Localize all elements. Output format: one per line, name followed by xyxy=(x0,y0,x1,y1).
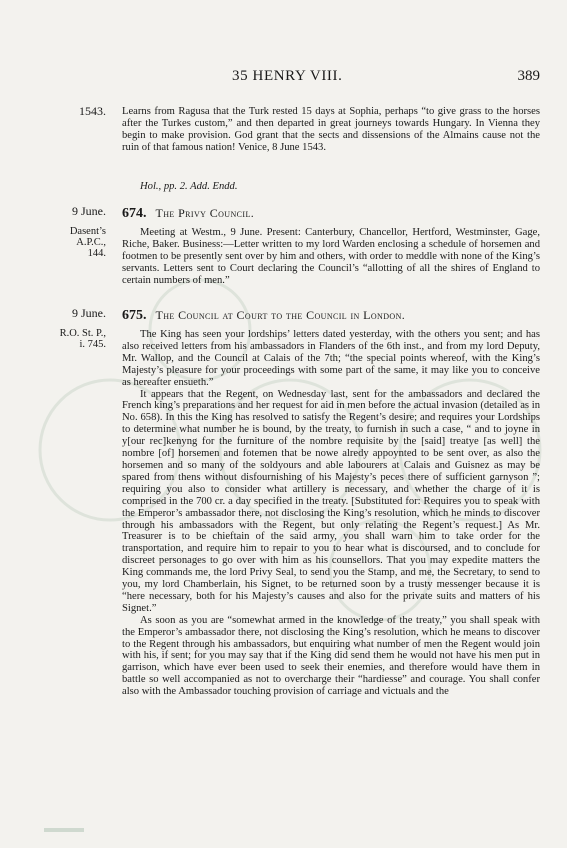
entry-675-number: 675. xyxy=(122,308,147,323)
entry-675-paragraph-2: It appears that the Regent, on Wednesday last, sent for the ambassadors and declared the French king’s preparations and her request for aid in men before the actual invasion (detailed as in No. 658). In this the King has resolved to satisfy the Regent’s desire; and requires your Lordships to determine what number he is bound, by the treaty, to furnish in such a case, “ and to joyne in y[our rec]kenyng for the furniture of the nombre requisite by the [said] treatye [as well] the nombre [of] horsemen and fotemen that be nowe alredy appoynted to be sent over, as also the horsemen and so many of the soldyours and able labourers at Calais and Guisnez as may be spared from thens without disfournishing of his Majesty’s peces there of sufficient garnyson ”; requiring you also to consider what artillery is necessary, and whether the charge of it is comprised in the 700 cr. a day specified in the treaty. [Substituted for: Requires you to speak with the Emperor’s ambassador there, not disclosing the King’s resolution, which he minds to discover through his ambassadors with the Regent, but only relating the Regent’s request.] As Mr. Treasurer is to be chieftain of the said army, you shall warn him to take order for the transportation, and require him to repair to you to hear what is discoursed, and to conclude for discreet personages to go over with him as his counsellors. That you may expedite matters the King commands me, the lord Privy Seal, to send you the Stamp, and me, the Secretary, to send to you, my lord Chamberlain, his Signet, to be returned soon by a trusty messenger because it is “here necessary, both for his Majesty’s causes and also for the private suits and matters of his Signet.” xyxy=(122,388,540,614)
letter-endnote: Hol., pp. 2. Add. Endd. xyxy=(140,181,238,192)
entry-675-paragraph-3: As soon as you are “somewhat armed in the knowledge of the treaty,” you shall speak with the Emperor’s ambassador there, not disclosing the King’s resolution, which he means to discover to the Regent through his ambassadors, but enquiring what number of men the Regent would join with his, if sent; for you may say that if the King did send them he would not have his men put in garrison, which have ever been used to seek their enemies, and therefore would have them in battle so well accompanied as not to overcharge their “hardiesse” and courage. You shall confer also with the Ambassador touching provision of carriage and victuals and the xyxy=(122,614,540,698)
entry-675-title: The Council at Court to the Council in London. xyxy=(155,308,406,322)
entry-674-title: The Privy Council. xyxy=(155,206,255,220)
entry-675-paragraph-1: The King has seen your lordships’ letters dated yesterday, with the others you sent; and has also received letters from his ambassadors in Flanders of the 6th inst., and from my lord Deputy, Mr. Wallop, and the Council at Calais of the 7th; “the special points whereof, with the King’s Majesty’s pleasure for your proceedings with some part of the same, it may like you to conceive as hereafter ensueth.” xyxy=(122,329,540,388)
entry-675-date: 9 June. xyxy=(72,306,106,320)
entry-674-body xyxy=(122,227,540,287)
margin-date-1543: 1543. xyxy=(79,104,106,118)
running-head-title: 35 HENRY VIII. xyxy=(232,68,343,84)
entry-675-reference: R.O. St. P., i. 745. xyxy=(59,328,106,350)
scan-edge-mark xyxy=(44,828,84,832)
running-head xyxy=(0,68,567,86)
entry-674-reference: Dasent’s A.P.C., 144. xyxy=(69,226,106,259)
margin-entry-674 xyxy=(56,206,106,259)
entry-675-heading xyxy=(122,308,405,324)
entry-674-heading xyxy=(122,206,254,222)
entry-675-body xyxy=(122,329,540,698)
margin-entry-675 xyxy=(56,308,106,350)
letter-continuation xyxy=(122,106,540,154)
letter-continuation-text: Learns from Ragusa that the Turk rested 15 days at Sophia, perhaps “to give grass to the horses after the Turkes custom,” and then departed in great journeys towards Hungary. In Vienna they begin to make provision. God grant that the sects and dissensions of the Almains cause not the ruin of that famous nation! Venice, 8 June 1543. xyxy=(122,106,540,153)
entry-674-date: 9 June. xyxy=(72,204,106,218)
page-number: 389 xyxy=(517,68,540,84)
entry-674-text: Meeting at Westm., 9 June. Present: Canterbury, Chancellor, Hertford, Westminster, Gage, Riche, Baker. Business:—Letter written to my lord Warden enclosing a schedule of horsemen and footmen to be presently sent over by him and others, with order to meddle with none of the King’s servants. Letters sent to Court declaring the Council’s “allotting of all the shires of England to certain numbers of men.” xyxy=(122,227,540,286)
entry-674-number: 674. xyxy=(122,206,147,221)
